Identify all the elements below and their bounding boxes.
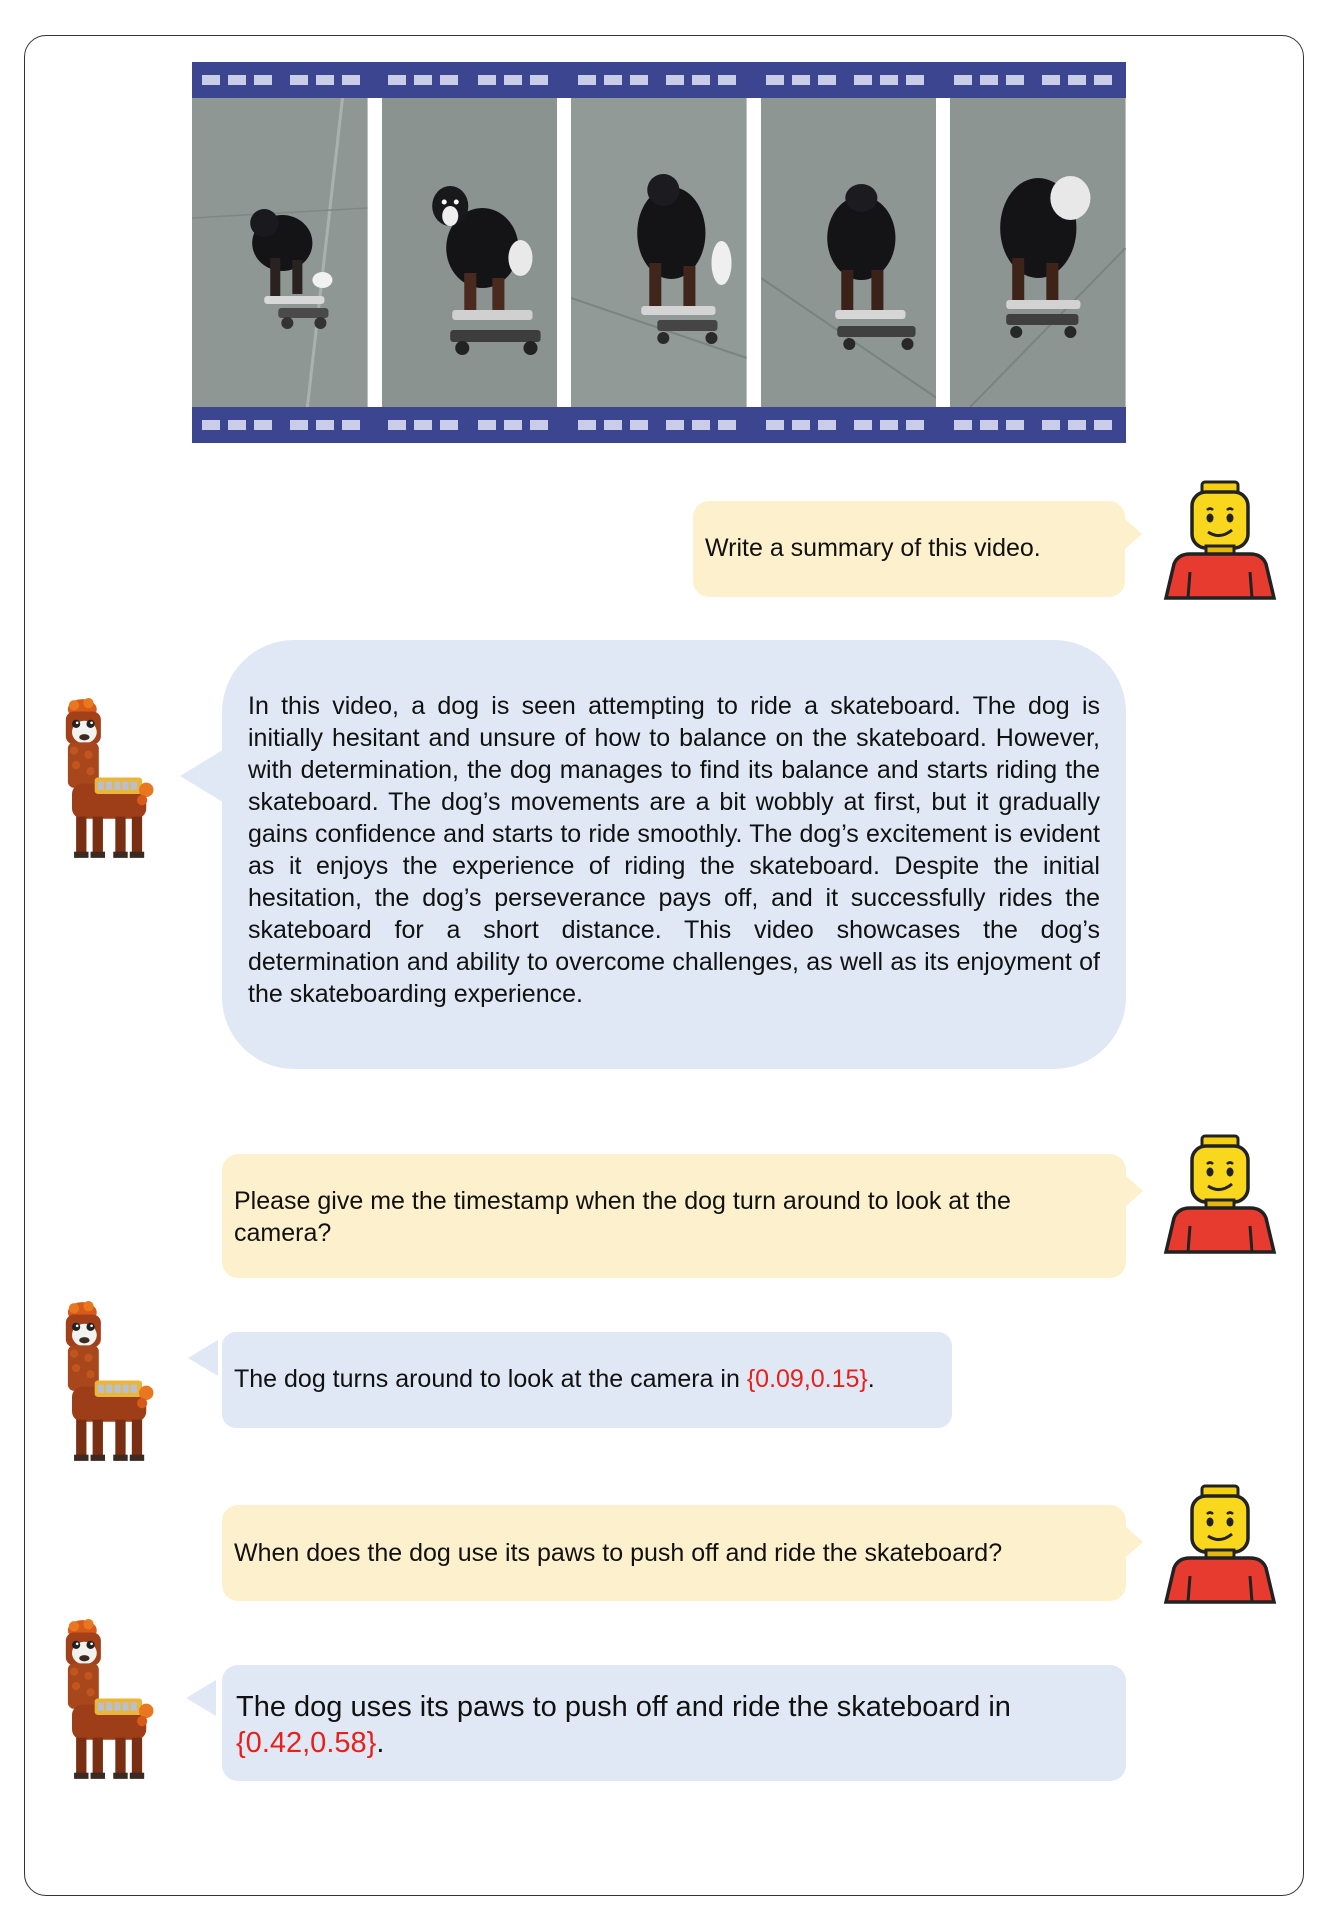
assistant-message-3-prefix: The dog uses its paws to push off and ride the skateboard in: [236, 1691, 1011, 1723]
user-avatar-icon: [1160, 480, 1280, 600]
user-message-3: [222, 1505, 1126, 1601]
video-film-strip: [192, 62, 1126, 443]
user-message-2-tail: [1125, 1175, 1143, 1207]
llama-avatar-icon: [50, 1300, 160, 1465]
video-frame-1: [192, 98, 368, 407]
video-frame-3: [571, 98, 747, 407]
assistant-message-1-tail: [180, 748, 226, 804]
assistant-message-2-prefix: The dog turns around to look at the camera in: [234, 1365, 747, 1393]
user-message-1: [693, 501, 1125, 597]
timestamp-label: {0.42,0.58}: [236, 1727, 377, 1759]
assistant-message-2: [222, 1332, 952, 1428]
assistant-message-1-text: In this video, a dog is seen attempting to ride a skateboard. The dog is initially hesitant and unsure of how to balance on the skateboard. However, with determination, the dog manages to find its balance and starts riding the skateboard. The dog’s movements are a bit wobbly at first, but it gradually gains confidence and starts to ride smoothly. The dog’s excitement is evident as it enjoys the experience of riding the skateboard. Despite the initial hesitation, the dog’s perseverance pays off, and it successfully rides the skateboard for a short distance. This video showcases the dog’s determination and ability to overcome challenges, as well as its enjoyment of the skateboarding experience.: [248, 692, 1100, 1008]
llama-avatar-icon: [50, 697, 160, 862]
llama-avatar-icon: [50, 1618, 160, 1783]
assistant-message-3-suffix: .: [376, 1727, 385, 1759]
user-message-3-tail: [1125, 1526, 1143, 1558]
user-message-2: [222, 1154, 1126, 1278]
user-avatar-icon: [1160, 1484, 1280, 1604]
user-message-3-text: When does the dog use its paws to push off and ride the skateboard?: [234, 1539, 1003, 1567]
assistant-message-1: [222, 640, 1126, 1069]
user-avatar-icon: [1160, 1134, 1280, 1254]
assistant-message-3-tail: [186, 1680, 216, 1716]
user-message-1-tail: [1124, 518, 1142, 550]
user-message-2-text: Please give me the timestamp when the dog turn around to look at the camera?: [234, 1187, 1011, 1247]
video-frame-2: [382, 98, 558, 407]
film-perforations-bottom: [192, 407, 1126, 443]
film-perforations-top: [192, 62, 1126, 98]
video-frames: [192, 98, 1126, 407]
assistant-message-3: [222, 1665, 1126, 1781]
assistant-message-2-suffix: .: [867, 1365, 875, 1393]
timestamp-label: {0.09,0.15}: [746, 1365, 868, 1393]
user-message-1-text: Write a summary of this video.: [705, 534, 1041, 562]
video-frame-4: [761, 98, 937, 407]
assistant-message-2-tail: [188, 1340, 218, 1376]
video-frame-5: [950, 98, 1126, 407]
